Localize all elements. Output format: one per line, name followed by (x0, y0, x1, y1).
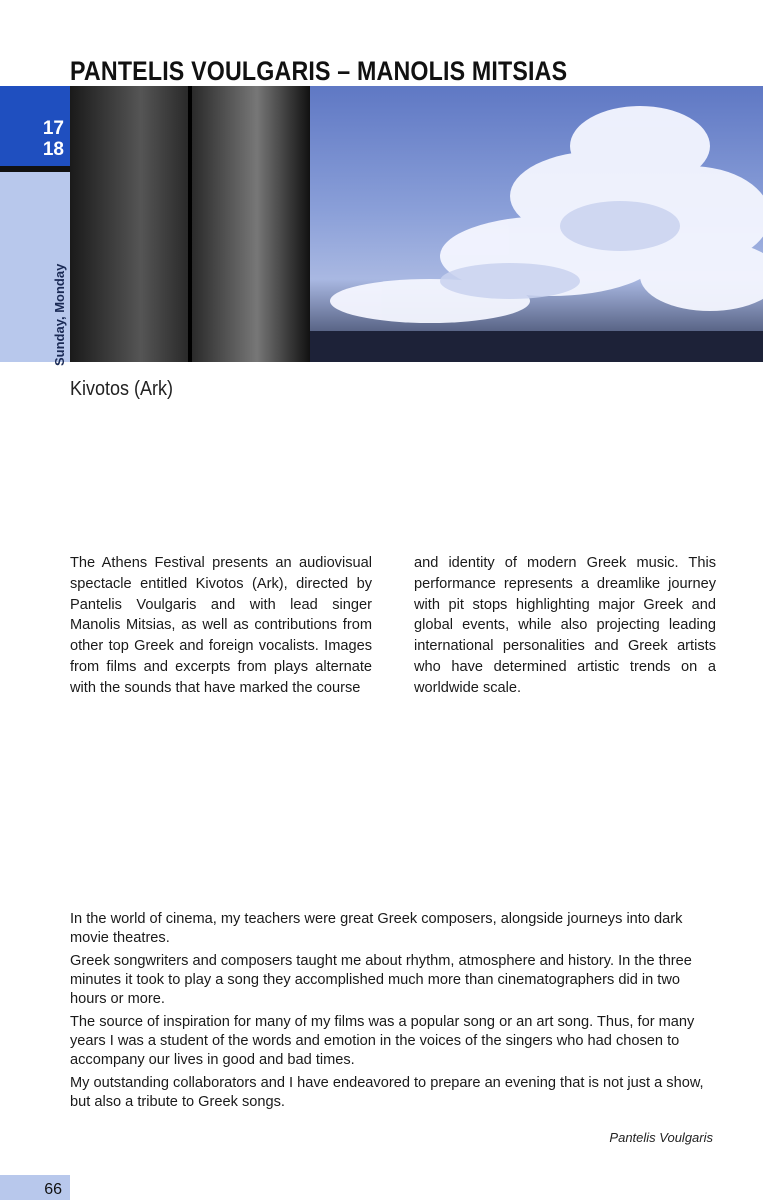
date-day-1: 17 (42, 118, 64, 139)
description-column-left: The Athens Festival presents an audiovisual spectacle entitled Kivotos (Ark), directed by Pantelis Voulgaris and with lead singer Manolis Mitsias, as well as contributions from other top Greek and foreign vocalists. Images from films and excerpts from plays alternate with the sounds that have marked the course (70, 555, 372, 696)
statement-paragraph: My outstanding collaborators and I have endeavored to prepare an evening that is not just a show, but also a tribute to Greek songs. (70, 1075, 704, 1110)
event-subtitle: Kivotos (Ark) (70, 378, 174, 400)
date-tab (0, 86, 70, 366)
page-title: PANTELIS VOULGARIS – MANOLIS MITSIAS (70, 56, 568, 86)
statement-paragraph: The source of inspiration for many of my films was a popular song or an art song. Thus, for many years I was a student of the words and emotion in the voices of the singers who had chosen to accompany our lives in good and bad times. (70, 1014, 695, 1068)
portrait-voulgaris-image (70, 86, 188, 362)
page-number-tab (0, 1175, 70, 1200)
date-tab-highlight (0, 86, 70, 166)
cloud-sky-image (310, 86, 763, 362)
date-tab-divider (0, 166, 70, 172)
cloud-illustration (310, 86, 763, 362)
description-column-right: and identity of modern Greek music. This performance represents a dreamlike journey with pit stops highlighting major Greek and global events, while also projecting leading international personalities and Greek artists who have determined artistic trends on a worldwide scale. (414, 555, 716, 696)
banner-image (70, 86, 763, 362)
date-day-2: 18 (42, 139, 64, 160)
page-number: 66 (44, 1181, 62, 1198)
statement-paragraph: In the world of cinema, my teachers were great Greek composers, alongside journeys into dark movie theatres. (70, 911, 683, 946)
director-statement (70, 910, 715, 1116)
statement-signature: Pantelis Voulgaris (609, 1130, 713, 1145)
statement-paragraph: Greek songwriters and composers taught me about rhythm, atmosphere and history. In the three minutes it took to play a song they accomplished much more than cinematographers did in two hours or more. (70, 953, 692, 1007)
portrait-mitsias-image (192, 86, 310, 362)
weekday-label: Sunday, Monday (52, 263, 67, 366)
